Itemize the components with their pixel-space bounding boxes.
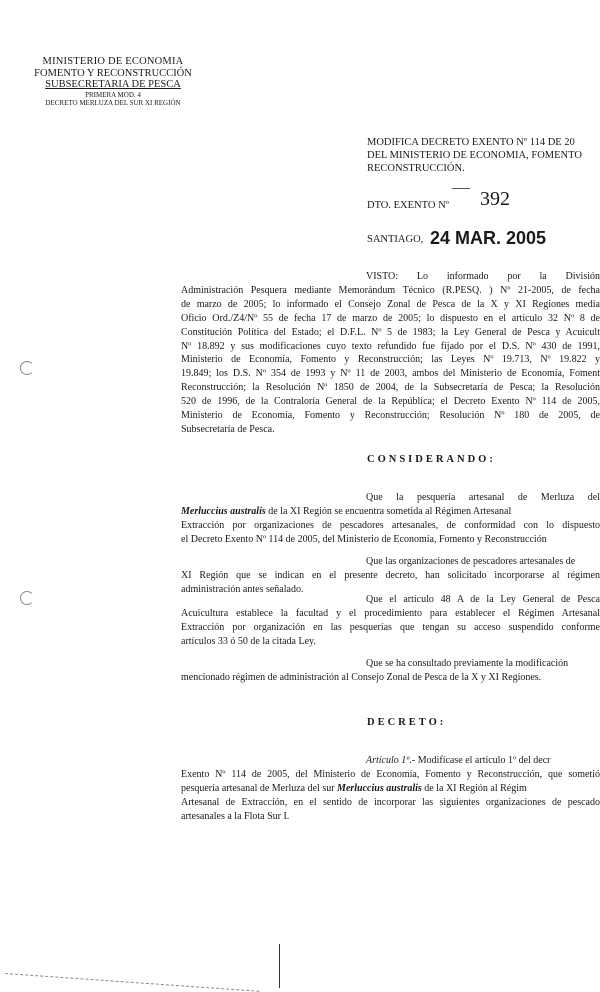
- considerando-line: [181, 505, 600, 519]
- considerando-heading: CONSIDERANDO:: [367, 454, 496, 465]
- species-name: Merluccius australis: [181, 505, 266, 517]
- considerando-1: [181, 491, 600, 547]
- considerando-line: el Decreto Exento Nº 114 de 2005, del Ministerio de Economía, Fomento y Reconstrucción: [181, 533, 547, 545]
- reference-line-3: RECONSTRUCCIÓN.: [367, 163, 465, 174]
- article-1: [181, 754, 600, 824]
- reference-line-1: MODIFICA DECRETO EXENTO Nº 114 DE 20: [367, 137, 575, 148]
- punch-hole-mark: [20, 591, 34, 605]
- mark-dash: [452, 188, 470, 189]
- visto-line: Ministerio de Economía, Fomento y Reconstrucción; las Leyes Nº 19.713, Nº 19.822 y: [181, 354, 600, 366]
- punch-hole-mark: [20, 361, 34, 375]
- visto-line: Ministerio de Economía, Fomento y Reconstrucción; Resolución Nº 180 de 2005, de: [181, 410, 600, 422]
- visto-line: 520 de 1996, de la Contraloría General de la República; el Decreto Exento Nº 114 de 2005,: [181, 396, 600, 408]
- article-text: Modifícase el artículo 1º del decr: [415, 755, 551, 766]
- date-label: SANTIAGO,: [367, 234, 424, 245]
- considerando-line: administración antes señalado.: [181, 583, 304, 595]
- visto-line: Oficio Ord./Z4/Nº 55 de fecha 17 de marzo de 2005; lo dispuesto en el artículo 32 Nº 8 de: [181, 312, 600, 324]
- article-line: Artesanal de Extracción, en el sentido de incorporar las siguientes organizaciones de pescado: [181, 796, 600, 808]
- considerando-2: [181, 555, 600, 597]
- visto-line: Subsecretaría de Pesca.: [181, 423, 275, 435]
- considerando-line: Que las organizaciones de pescadores artesanales de: [366, 556, 576, 567]
- visto-line: Administración Pesquera mediante Memorándum Técnico (R.PESQ. ) Nº 21-2005, de fecha: [181, 284, 600, 296]
- article-text: pesquería artesanal de Merluza del sur: [181, 782, 338, 794]
- considerando-4: [181, 657, 600, 685]
- species-name: Merluccius australis: [337, 782, 422, 794]
- considerando-line: mencionado régimen de administración al Consejo Zonal de Pesca de la X y XI Regiones.: [181, 671, 542, 683]
- header-modification-note: PRIMERA MOD. 4: [85, 91, 141, 99]
- date-stamp: 24 MAR. 2005: [430, 228, 547, 248]
- page-fold-line: [5, 973, 259, 992]
- decree-label: DTO. EXENTO Nº: [367, 200, 449, 211]
- article-label: Artículo 1º.-: [366, 755, 416, 766]
- article-text: de la XI Región al Régim: [421, 782, 527, 794]
- article-line: artesanales a la Flota Sur I.: [181, 810, 290, 822]
- visto-line: VISTO: Lo informado por la División: [366, 271, 600, 282]
- undersecretariat-name: SUBSECRETARIA DE PESCA: [45, 79, 181, 90]
- considerando-line: Acuicultura establece la facultad y el procedimiento para establecer el Régimen Artesanal: [181, 607, 600, 619]
- header-subject-note: DECRETO MERLUZA DEL SUR XI REGIÓN: [45, 99, 181, 107]
- visto-line: 19.849; los D.S. Nº 354 de 1993 y Nº 11 de 2003, ambos del Ministerio de Economía, Foment: [181, 368, 600, 380]
- considerando-3: [181, 593, 600, 649]
- visto-paragraph: [181, 270, 600, 437]
- reference-line-2: DEL MINISTERIO DE ECONOMIA, FOMENTO: [367, 150, 582, 161]
- ministry-name: MINISTERIO DE ECONOMIA: [42, 56, 184, 67]
- decreto-heading: DECRETO:: [367, 717, 447, 728]
- article-line: [181, 782, 600, 796]
- article-line: [181, 754, 600, 768]
- page-edge-line: [279, 944, 280, 988]
- ministry-division: FOMENTO Y RECONSTRUCCIÓN: [34, 68, 192, 79]
- visto-line: Constitución Política del Estado; el D.F.L. Nº 5 de 1983; la Ley General de Pesca y Acuicult: [181, 326, 600, 338]
- visto-line: de marzo de 2005; lo informado el Consejo Zonal de Pesca de la X y XI Regiones media: [181, 298, 600, 310]
- considerando-line: Extracción por organizaciones de pescadores artesanales, de conformidad con lo dispuesto: [181, 519, 600, 531]
- considerando-line: Que se ha consultado previamente la modificación: [366, 658, 569, 669]
- considerando-line: Que la pesquería artesanal de Merluza del: [366, 492, 600, 503]
- visto-line: Reconstrucción; la Resolución Nº 1850 de 2004, de la Subsecretaría de Pesca; la Resolución: [181, 382, 600, 394]
- decree-number: 392: [480, 188, 510, 210]
- visto-line: Nº 18.892 y sus modificaciones cuyo texto refundido fue fijado por el D.S. Nº 430 de 1991,: [181, 340, 600, 352]
- considerando-line: Extracción por organización en las pesquerías que tengan su acceso suspendido conforme: [181, 621, 600, 633]
- considerando-text: de la XI Región se encuentra sometida al Régimen Artesanal: [265, 505, 512, 517]
- considerando-line: artículos 33 ó 50 de la citada Ley.: [181, 635, 316, 647]
- considerando-line: Que el artículo 48 A de la Ley General de Pesca: [366, 594, 600, 605]
- article-line: Exento Nº 114 de 2005, del Ministerio de Economía, Fomento y Reconstrucción, que sometió: [181, 768, 600, 780]
- considerando-line: XI Región que se indican en el presente decreto, han solicitado incorporarse al régimen: [181, 569, 600, 581]
